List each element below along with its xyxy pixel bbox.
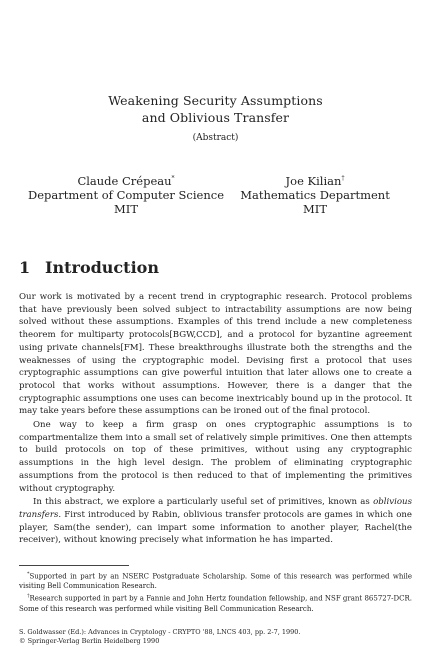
section-number: 1 xyxy=(19,258,31,277)
paragraph-text: . First introduced by Rabin, oblivious transfer protocols are games in which one player, Sam(the sender), can impart some information to another player, Rachel(the receiver), without knowing precisely what information he has imparted. xyxy=(19,509,412,546)
author-name: Joe Kilian xyxy=(285,173,342,188)
footnote-text: Research supported in part by a Fannie and John Hertz foundation fellowship, and NSF grant 865727-DCR. Some of this research was performed while visiting Bell Communication Research. xyxy=(19,594,413,613)
footnotes xyxy=(19,565,412,614)
author-kilian xyxy=(240,172,390,216)
paragraph: Our work is motivated by a recent trend in cryptographic research. Protocol problems that have previously been solved subject to intractability assumptions are now being solved without these assumptions. Examples of this trend include a new completeness theorem for multiparty protocols[BGW,CCD], and a protocol for byzantine agreement using private channels[FM]. These breakthroughs illustrate both the strengths and the weaknesses of using the cryptographic model. Devising first a protocol that uses cryptographic assumptions can give powerful intuition that later allows one to create a protocol that works without assumptions. However, there is a danger that the cryptographic assumptions one uses can become inextricably bound up in the protocol. It may take years before these assumptions can be ironed out of the final protocol. xyxy=(19,292,412,417)
abstract-note: (Abstract) xyxy=(192,133,239,143)
paper-title-line-2: and Oblivious Transfer xyxy=(141,110,290,125)
citation-line: S. Goldwasser (Ed.): Advances in Cryptology - CRYPTO '88, LNCS 403, pp. 2-7, 1990. xyxy=(19,628,301,636)
author-affiliation: Mathematics Department xyxy=(240,187,390,202)
author-institution: MIT xyxy=(114,201,138,216)
footnote xyxy=(19,569,412,591)
footnote-mark: * xyxy=(171,175,175,182)
title-block xyxy=(0,92,431,143)
author-name: Claude Crépeau xyxy=(77,173,172,188)
paragraph: One way to keep a firm grasp on ones cryptographic assumptions is to compartmentalize them into a small set of relatively simple primitives. One then attempts to build protocols on top of these primitives, without using any cryptographic assumptions in the high level design. The problem of eliminating cryptographic assumptions from the protocol is then reduced to that of implementing the primitives without cryptography. xyxy=(19,420,412,494)
body-text xyxy=(19,291,412,547)
publication-footer xyxy=(19,628,412,646)
footnote-mark: † xyxy=(341,175,345,182)
footnote xyxy=(19,591,412,613)
footnote-text: Supported in part by an NSERC Postgraduate Scholarship. Some of this research was performed while visiting Bell Communication Research. xyxy=(19,572,412,591)
paragraph xyxy=(19,496,412,547)
section-heading xyxy=(19,258,159,277)
paper-title-line-1: Weakening Security Assumptions xyxy=(108,93,323,108)
emphasized-term: oblivious transfers xyxy=(19,497,412,520)
footnote-mark: † xyxy=(27,593,30,600)
author-crepeau xyxy=(26,172,226,216)
author-affiliation: Department of Computer Science xyxy=(27,187,225,202)
paragraph-text: In this abstract, we explore a particularly useful set of primitives, known as xyxy=(33,497,374,508)
section-title: Introduction xyxy=(45,258,159,277)
author-institution: MIT xyxy=(303,201,327,216)
footnote-rule xyxy=(19,565,129,566)
copyright-line: © Springer-Verlag Berlin Heidelberg 1990 xyxy=(19,637,160,645)
footnote-mark: * xyxy=(27,571,30,577)
